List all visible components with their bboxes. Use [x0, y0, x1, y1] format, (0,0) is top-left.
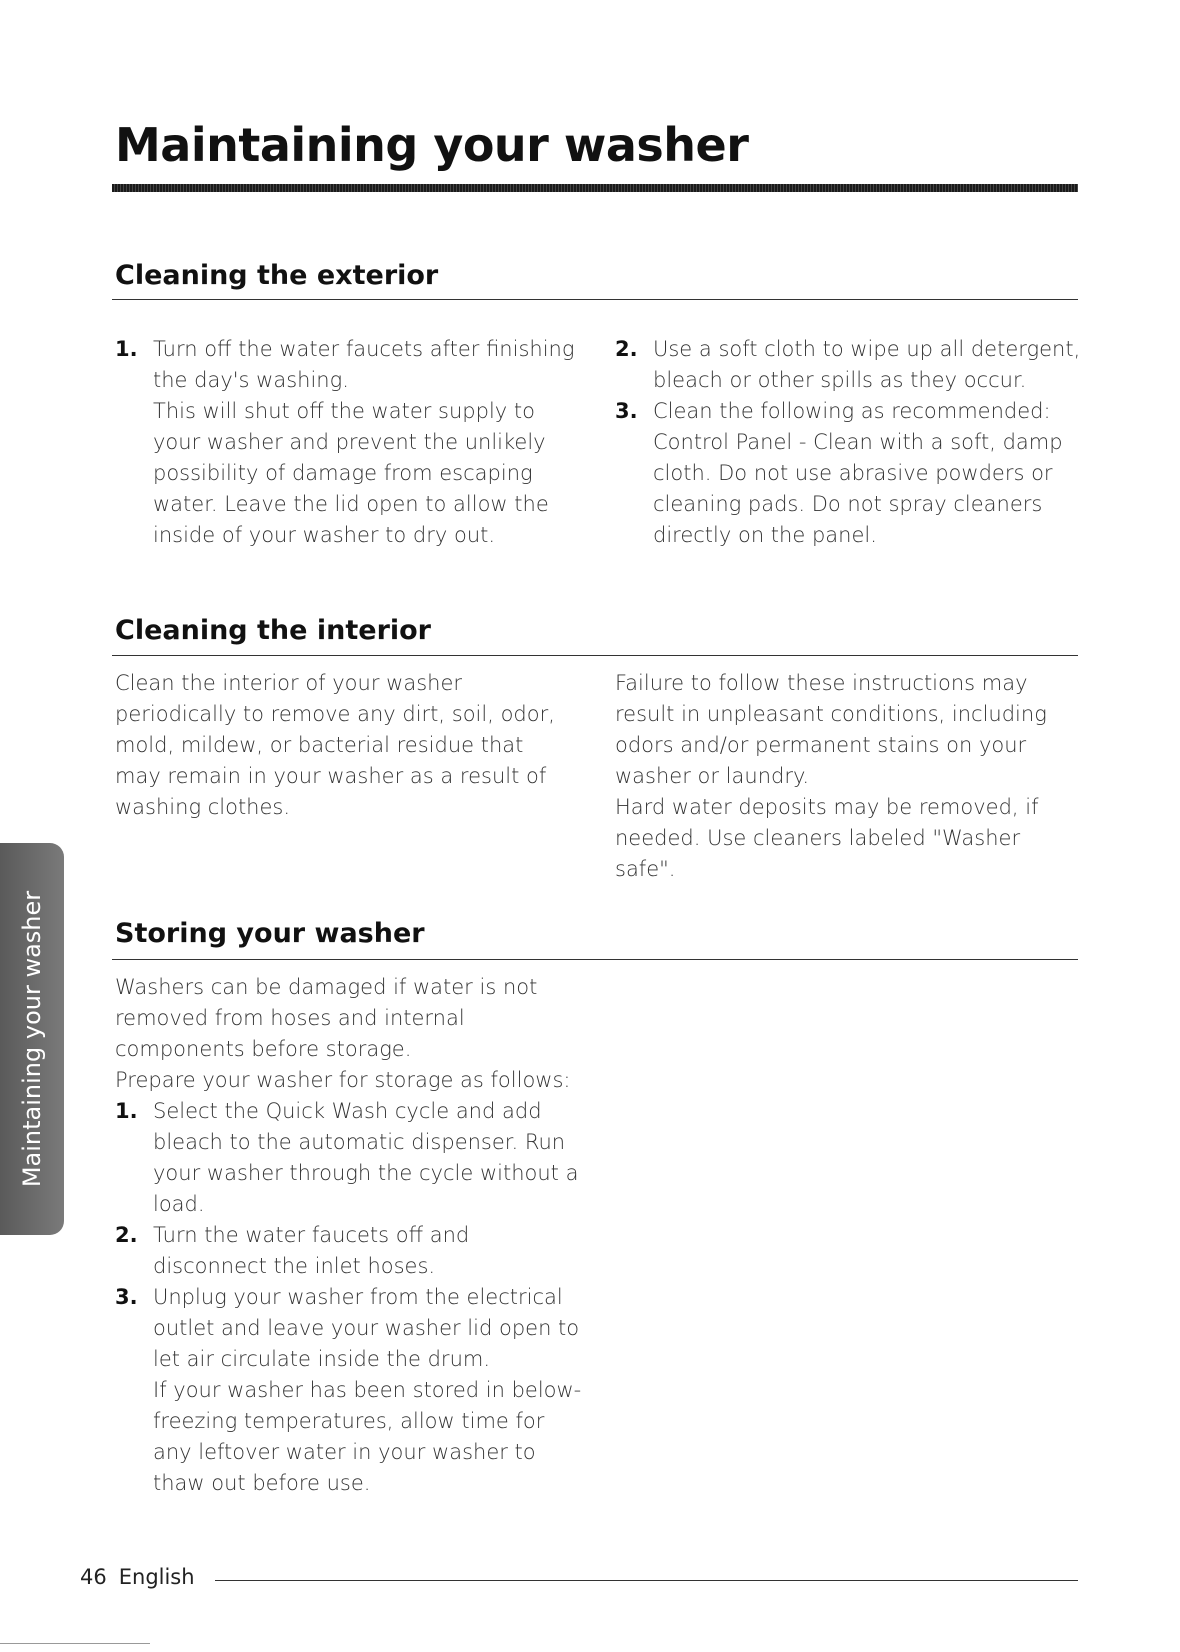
section-heading-interior: Cleaning the interior: [115, 615, 431, 646]
page-title: Maintaining your washer: [115, 118, 749, 172]
section-heading-storing: Storing your washer: [115, 918, 425, 949]
storing-step-2: [115, 1220, 585, 1282]
storing-intro: Washers can be damaged if water is not removed from hoses and internal components before storage.: [115, 975, 538, 1061]
page-footer: [80, 1565, 195, 1589]
step-number: 2.: [615, 337, 638, 361]
step-number: 3.: [115, 1285, 138, 1309]
title-rule: [112, 184, 1078, 192]
interior-paragraph: Clean the interior of your washer periodically to remove any dirt, soil, odor, mold, mildew, or bacterial residue that may remain in your washer as a result of washing clothes.: [115, 671, 555, 819]
storing-intro: Prepare your washer for storage as follows:: [115, 1068, 571, 1092]
chapter-side-tab-label: Maintaining your washer: [18, 890, 46, 1188]
footer-language: English: [118, 1565, 195, 1589]
step-note: If your washer has been stored in below-freezing temperatures, allow time for any leftover water in your washer to thaw out before use.: [153, 1378, 582, 1495]
step-number: 3.: [615, 399, 638, 423]
section-rule-interior: [112, 655, 1078, 656]
step-number: 1.: [115, 1099, 138, 1123]
step-text: Unplug your washer from the electrical outlet and leave your washer lid open to let air circulate inside the drum.: [153, 1285, 580, 1371]
bottom-edge-mark: [0, 1643, 150, 1644]
step-text: Clean the following as recommended:: [653, 399, 1051, 423]
exterior-steps-right: [615, 334, 1085, 551]
exterior-step-2: [615, 334, 1085, 396]
section-rule-exterior: [112, 299, 1078, 300]
storing-content: [115, 972, 585, 1499]
storing-step-1: [115, 1096, 585, 1220]
storing-steps: [115, 1096, 585, 1499]
interior-paragraph: Failure to follow these instructions may result in unpleasant conditions, including odors and/or permanent stains on your washer or laundry.: [615, 671, 1047, 788]
step-text: Use a soft cloth to wipe up all detergent, bleach or other spills as they occur.: [653, 337, 1081, 392]
exterior-step-1: [115, 334, 575, 551]
exterior-step-3: [615, 396, 1085, 551]
interior-paragraph: Hard water deposits may be removed, if needed. Use cleaners labeled "Washer safe".: [615, 795, 1039, 881]
footer-rule: [215, 1580, 1078, 1581]
page-number: 46: [80, 1565, 107, 1589]
chapter-side-tab: [0, 843, 64, 1235]
interior-text-right: [615, 668, 1085, 885]
step-note: This will shut off the water supply to your washer and prevent the unlikely possibility of damage from escaping water. Leave the lid open to allow the inside of your washer to dry out.: [153, 399, 549, 547]
step-text: Turn the water faucets off and disconnect the inlet hoses.: [153, 1223, 470, 1278]
section-rule-storing: [112, 959, 1078, 960]
step-number: 2.: [115, 1223, 138, 1247]
storing-step-3: [115, 1282, 585, 1499]
step-number: 1.: [115, 337, 138, 361]
exterior-steps-left: [115, 334, 575, 551]
step-text: Select the Quick Wash cycle and add bleach to the automatic dispenser. Run your washer through the cycle without a load.: [153, 1099, 579, 1216]
step-text: Turn off the water faucets after finishing the day's washing.: [153, 337, 575, 392]
interior-text-left: [115, 668, 570, 823]
step-note: Control Panel - Clean with a soft, damp cloth. Do not use abrasive powders or cleaning pads. Do not spray cleaners directly on the panel.: [653, 430, 1063, 547]
section-heading-exterior: Cleaning the exterior: [115, 260, 439, 291]
